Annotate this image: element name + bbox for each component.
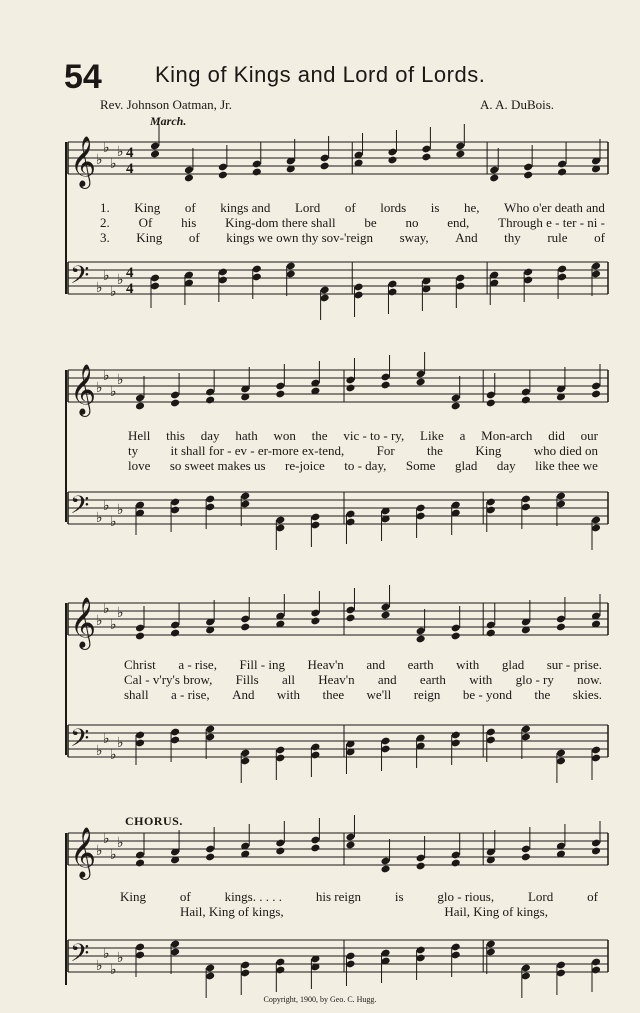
lyric-word: be - yond [462,687,512,702]
treble-clef-icon: 𝄞 [70,364,97,415]
lyric-word: 3. [100,230,110,245]
lyrics-system-4 [120,889,598,919]
lyric-word: sur - prise. [546,657,602,672]
hymn-title: King of Kings and Lord of Lords. [155,62,486,87]
notehead [486,399,496,408]
flat-icon: ♭ [103,831,110,847]
flat-icon: ♭ [96,380,103,396]
lyric-word: won [273,428,296,443]
lyric-word: glad [501,657,525,672]
treble-clef-icon: 𝄞 [70,827,97,878]
lyric-word: For [376,443,395,458]
lyric-word: of [594,230,605,245]
notehead [451,859,461,868]
lyric-word: his [181,215,197,230]
lyric-word: Hail, King of kings, [444,904,548,919]
lyric-word: we'll [366,687,392,702]
lyric-word: lords [380,200,407,215]
flat-icon: ♭ [96,613,103,629]
bass-clef-icon: 𝄢 [70,724,90,759]
lyric-word: Heav'n [307,657,344,672]
flat-icon: ♭ [96,280,103,296]
flat-icon: ♭ [117,502,124,518]
lyric-word: King [134,200,161,215]
notehead [380,865,390,874]
lyric-word: so sweet makes us [169,458,266,473]
tempo-marking: March. [150,114,187,128]
flat-icon: ♭ [96,743,103,759]
notehead [455,150,465,159]
lyric-word: this [166,428,185,443]
lyric-word: is [394,889,404,904]
lyric-word: And [232,687,255,702]
lyric-word: King-dom there shall [225,215,336,230]
lyric-word: be [364,215,377,230]
flat-icon: ♭ [110,384,117,400]
flat-icon: ♭ [110,156,117,172]
lyric-word: all [282,672,296,687]
lyric-word: glo - ry [515,672,554,687]
lyric-word: And [455,230,478,245]
lyric-word: rule [547,230,568,245]
lyric-word: of [344,200,356,215]
lyric-word: Some [405,458,436,473]
lyric-word: thee [322,687,345,702]
lyricist-credit: Rev. Johnson Oatman, Jr. [100,97,233,112]
lyric-word: Fill - ing [239,657,285,672]
lyric-word: who died on [533,443,598,458]
lyric-line [128,443,598,458]
notehead [275,390,285,399]
lyric-word: is [430,200,440,215]
lyric-word: and [366,657,386,672]
bass-clef-icon: 𝄢 [70,939,90,974]
lyrics-system-3 [124,657,602,702]
notehead [591,847,601,856]
lyric-word: day [496,458,516,473]
lyric-word: it shall for - ev - er-more ex-tend, [170,443,345,458]
bass-clef-icon: 𝄢 [70,261,90,296]
lyric-word: earth [407,657,434,672]
lyric-word: Heav'n [318,672,355,687]
lyric-line [124,687,602,702]
lyric-word: a [459,428,466,443]
flat-icon: ♭ [103,268,110,284]
lyric-word: the [534,687,551,702]
flat-icon: ♭ [117,372,124,388]
lyric-word: his reign [315,889,361,904]
lyric-word: Through e - ter - ni - [498,215,605,230]
lyric-word: Like [420,428,444,443]
notehead [451,632,461,641]
lyric-word: Fills [235,672,259,687]
flat-icon: ♭ [96,510,103,526]
treble-clef-icon: 𝄞 [70,597,97,648]
lyric-word: kings and [220,200,271,215]
flat-icon: ♭ [103,498,110,514]
notehead [310,844,320,853]
lyric-word: day [200,428,220,443]
notehead [275,847,285,856]
lyric-word: Hail, King of kings, [180,904,284,919]
lyric-line [124,672,602,687]
notehead [135,859,145,868]
lyric-word: Cal - v'ry's brow, [124,672,213,687]
notehead [380,381,390,390]
lyric-word: with [456,657,480,672]
lyric-line [120,889,598,904]
lyric-word: 2. [100,215,110,230]
lyric-word: our [580,428,598,443]
lyric-word: with [276,687,301,702]
lyric-word: re-joice [285,458,325,473]
lyric-word: of [587,889,598,904]
notehead [218,171,228,180]
notehead [345,841,355,850]
lyric-word: of [184,200,196,215]
notehead [521,396,531,405]
flat-icon: ♭ [103,731,110,747]
lyric-word: he, [463,200,480,215]
lyric-word: the [427,443,443,458]
notehead [380,611,390,620]
notehead [387,156,397,165]
flat-icon: ♭ [110,284,117,300]
notehead [252,168,262,177]
flat-icon: ♭ [117,835,124,851]
lyric-word: like thee we [535,458,598,473]
lyric-line [100,215,605,230]
lyric-word: end, [447,215,470,230]
flat-icon: ♭ [110,847,117,863]
flat-icon: ♭ [103,140,110,156]
flat-icon: ♭ [96,152,103,168]
flat-icon: ♭ [96,843,103,859]
flat-icon: ♭ [117,605,124,621]
lyric-word: Lord [527,889,554,904]
flat-icon: ♭ [117,144,124,160]
notehead [310,617,320,626]
lyric-word: sway, [399,230,429,245]
notehead [556,623,566,632]
notehead [416,635,426,644]
notehead [557,168,567,177]
bass-clef-icon: 𝄢 [70,491,90,526]
flat-icon: ♭ [96,958,103,974]
notehead [451,402,461,411]
flat-icon: ♭ [103,946,110,962]
notehead [135,402,145,411]
lyric-line [100,200,605,215]
notehead [416,862,426,871]
lyric-word: Hell [128,428,151,443]
flat-icon: ♭ [110,962,117,978]
lyric-word: Lord [294,200,321,215]
flat-icon: ♭ [103,601,110,617]
flat-icon: ♭ [117,950,124,966]
lyric-word: to - day, [344,458,387,473]
notehead [421,153,431,162]
lyric-word: of [179,889,191,904]
treble-clef-icon: 𝄞 [70,136,97,187]
notehead [205,853,215,862]
lyric-word: now. [577,672,602,687]
lyric-word: Christ [124,657,156,672]
lyrics-system-2 [128,428,598,473]
lyric-word: ty [128,443,139,458]
lyric-line [128,458,598,473]
time-signature: 4 [126,161,134,177]
notehead [486,629,496,638]
flat-icon: ♭ [110,617,117,633]
time-signature: 4 [126,265,134,281]
notehead [489,174,499,183]
flat-icon: ♭ [117,735,124,751]
notehead [345,384,355,393]
notehead [416,378,426,387]
lyric-word: love [128,458,151,473]
lyric-word: King [475,443,502,458]
lyric-line [120,904,598,919]
flat-icon: ♭ [110,747,117,763]
time-signature: 4 [126,145,134,161]
lyric-word: King [120,889,146,904]
chorus-label: CHORUS. [125,814,183,828]
lyric-line [128,428,598,443]
lyric-word: the [311,428,328,443]
lyric-word: 1. [100,200,110,215]
lyric-word: did [548,428,565,443]
notehead [205,396,215,405]
hymn-number: 54 [64,58,102,96]
notehead [170,399,180,408]
lyric-word: a - rise, [178,657,217,672]
notehead [320,162,330,171]
lyric-word: reign [413,687,441,702]
lyric-word: and [377,672,397,687]
lyric-word: Who o'er death and [504,200,605,215]
lyric-word: skies. [572,687,602,702]
lyric-word: kings we own thy sov-'reign [226,230,374,245]
notehead [345,614,355,623]
lyric-word: with [469,672,493,687]
time-signature: 4 [126,281,134,297]
notehead [150,150,160,159]
lyric-word: hath [235,428,258,443]
lyric-line [124,657,602,672]
notehead [591,390,601,399]
lyric-word: vic - to - ry, [343,428,405,443]
lyric-word: a - rise, [171,687,210,702]
lyric-word: King [136,230,163,245]
flat-icon: ♭ [110,514,117,530]
lyric-word: earth [419,672,446,687]
lyric-word: glad [454,458,478,473]
lyric-line [100,230,605,245]
lyric-word: no [405,215,419,230]
lyrics-system-1 [100,200,605,245]
lyric-word: thy [504,230,521,245]
notehead [184,174,194,183]
notehead [170,629,180,638]
lyric-word: Mon-arch [481,428,533,443]
copyright-notice: Copyright, 1900, by Geo. C. Hugg. [263,995,377,1004]
notehead [523,171,533,180]
lyric-word: of [188,230,200,245]
flat-icon: ♭ [117,272,124,288]
composer-credit: A. A. DuBois. [480,97,555,112]
notehead [240,623,250,632]
notehead [521,853,531,862]
flat-icon: ♭ [103,368,110,384]
lyric-word: glo - rious, [437,889,495,904]
lyric-word: shall [124,687,149,702]
lyric-word: kings. . . . . [224,889,282,904]
lyric-word: Of [138,215,153,230]
notehead [135,632,145,641]
